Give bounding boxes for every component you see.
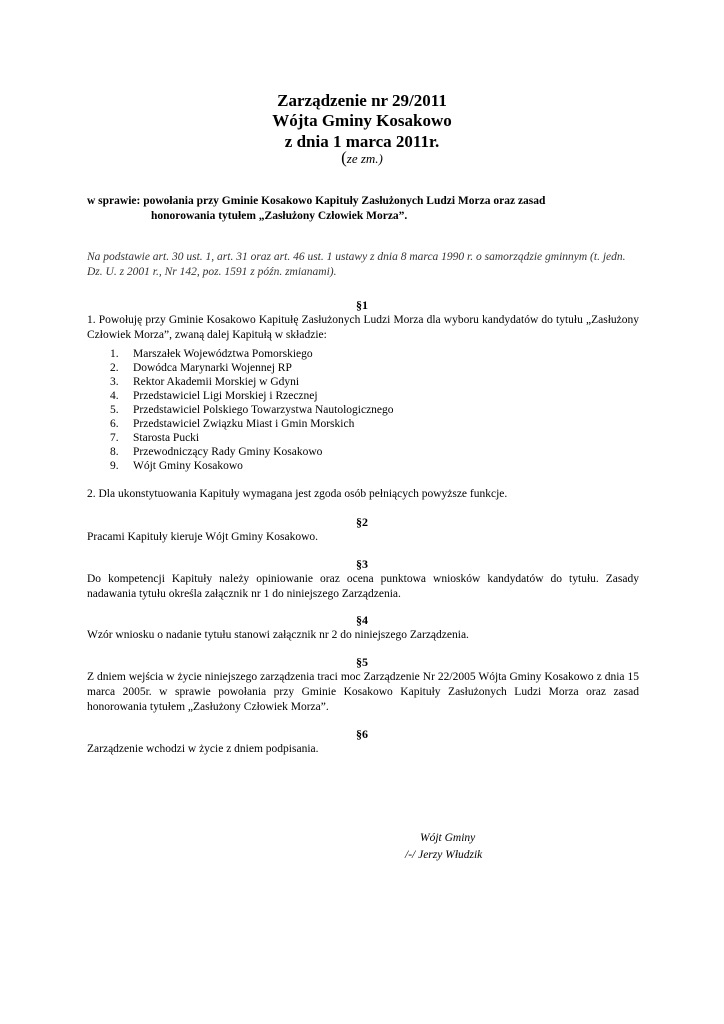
section-1-title: §1	[356, 298, 368, 312]
section-1-intro: 1. Powołuję przy Gminie Kosakowo Kapitułę Zasłużonych Ludzi Morza dla wyboru kandydatów do tytułu „Zasłużony Człowiek Morza”, zwaną dalej Kapitułą w składzie:	[87, 314, 639, 341]
list-item: 6. Przedstawiciel Związku Miast i Gmin Morskich	[110, 418, 355, 430]
amendment-note-text: ze zm.)	[346, 151, 383, 166]
section-4-text: Wzór wniosku o nadanie tytułu stanowi załącznik nr 2 do niniejszego Zarządzenia.	[87, 629, 469, 641]
list-item: 1. Marszałek Województwa Pomorskiego	[110, 348, 313, 360]
list-item: 3. Rektor Akademii Morskiej w Gdyni	[110, 376, 300, 388]
list-item: 4. Przedstawiciel Ligi Morskiej i Rzecznej	[110, 390, 318, 402]
amendment-note	[0, 149, 724, 168]
section-6-text: Zarządzenie wchodzi w życie z dniem podpisania.	[87, 743, 319, 755]
document-date: z dnia 1 marca 2011r.	[284, 132, 440, 151]
section-1-point-2: 2. Dla ukonstytuowania Kapituły wymagana jest zgoda osób pełniących powyższe funkcje.	[87, 488, 508, 500]
list-item: 2. Dowódca Marynarki Wojennej RP	[110, 362, 292, 374]
section-6-title: §6	[356, 727, 368, 741]
list-item: 7. Starosta Pucki	[110, 432, 200, 444]
chapter-members-list	[110, 347, 394, 473]
legal-basis: Na podstawie art. 30 ust. 1, art. 31 oraz art. 46 ust. 1 ustawy z dnia 8 marca 1990 r. o samorządzie gminnym (t. jedn. Dz. U. z 2001 r., Nr 142, poz. 1591 z późn. zmianami).	[87, 251, 626, 278]
section-3-text: Do kompetencji Kapituły należy opiniowanie oraz ocena punktowa wniosków kandydatów do tytułu. Zasady nadawania tytułu określa załącznik nr 1 do niniejszego Zarządzenia.	[87, 573, 639, 600]
subject-line-2: honorowania tytułem „Zasłużony Człowiek Morza”.	[151, 210, 408, 222]
signature-name: /-/ Jerzy Włudzik	[405, 849, 483, 861]
list-item: 8. Przewodniczący Rady Gminy Kosakowo	[110, 446, 323, 458]
section-2-text: Pracami Kapituły kieruje Wójt Gminy Kosakowo.	[87, 531, 319, 543]
section-4-title: §4	[356, 613, 368, 627]
list-item: 9. Wójt Gminy Kosakowo	[110, 460, 243, 472]
section-5-text: Z dniem wejścia w życie niniejszego zarządzenia traci moc Zarządzenie Nr 22/2005 Wójta Gminy Kosakowo z dnia 15 marca 2005r. w sprawie powołania przy Gminie Kosakowo Kapituły Zasłużonych Ludzi Morza oraz zasad honorowania tytułem „Zasłużony Człowiek Morza”.	[87, 671, 639, 713]
section-3-title: §3	[356, 557, 368, 571]
section-2-title: §2	[356, 515, 368, 529]
subject-line-1: w sprawie: powołania przy Gminie Kosakowo Kapituły Zasłużonych Ludzi Morza oraz zasad	[87, 195, 546, 207]
document-title: Zarządzenie nr 29/2011	[277, 91, 447, 110]
list-item: 5. Przedstawiciel Polskiego Towarzystwa Nautologicznego	[110, 404, 394, 416]
document-subject	[87, 194, 647, 224]
amendment-note-paren: (	[341, 148, 347, 167]
section-5-title: §5	[356, 655, 368, 669]
document-issuer: Wójta Gminy Kosakowo	[272, 111, 452, 130]
signature-title: Wójt Gminy	[420, 832, 476, 844]
